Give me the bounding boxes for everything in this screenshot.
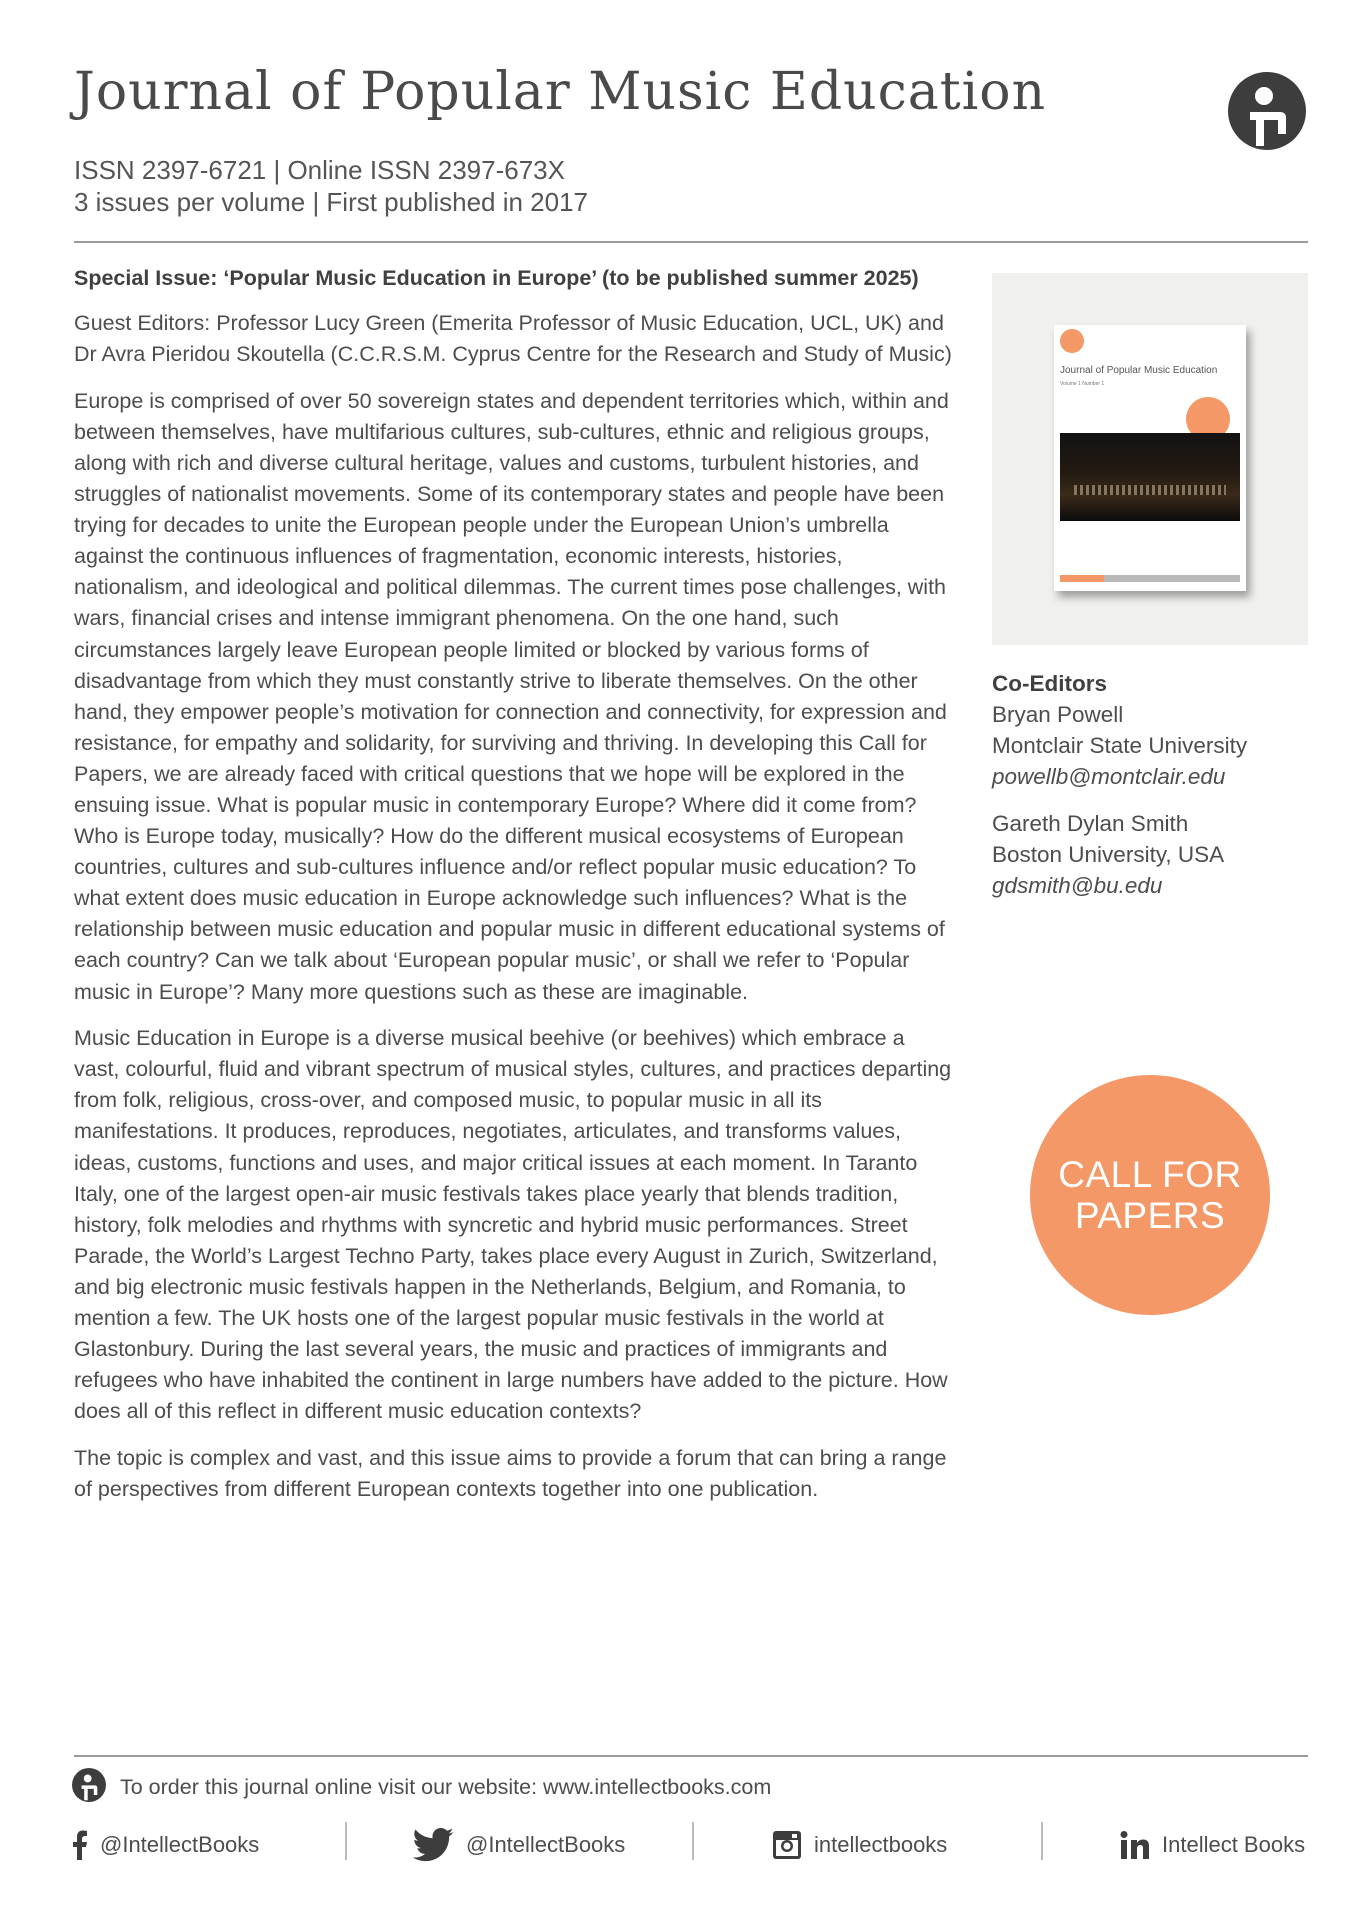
issn-line: ISSN 2397-6721 | Online ISSN 2397-673X (74, 155, 565, 185)
journal-cover-image (1054, 325, 1246, 591)
linkedin-link[interactable] (1120, 1824, 1305, 1866)
footer-divider (74, 1755, 1308, 1757)
cfp-line-1: CALL FOR (1058, 1154, 1242, 1195)
footer-separator (1041, 1822, 1043, 1860)
order-text[interactable]: To order this journal online visit our website: www.intellectbooks.com (120, 1775, 772, 1799)
editor-1-email[interactable]: powellb@montclair.edu (992, 764, 1226, 789)
footer-separator (692, 1822, 694, 1860)
cfp-line-2: PAPERS (1074, 1195, 1226, 1236)
twitter-link[interactable] (412, 1824, 625, 1866)
co-editors (992, 668, 1312, 901)
body-paragraph-1: Europe is comprised of over 50 sovereign states and dependent territories which, within and between themselves, have multifarious cultures, sub-cultures, ethnic and religious groups, along with rich and diverse cultural heritage, values and customs, turbulent histories, and struggles of nationalist movements. Some of its contemporary states and people have been trying for decades to unite the European people under the European Union’s umbrella against the continuous influences of fragmentation, economic interests, histories, nationalism, and ideological and political dilemmas. The current times pose challenges, with wars, financial crises and intense immigrant phenomena. On the one hand, such circumstances largely leave European people limited or blocked by various forms of disadvantage from which they must constantly strive to liberate themselves. On the other hand, they empower people’s motivation for connection and connectivity, for expression and resistance, for empathy and solidarity, for surviving and thriving. In developing this Call for Papers, we are already faced with critical questions that we hope will be explored in the ensuing issue. What is popular music in contemporary Europe? Where did it come from? Who is Europe today, musically? How do the different musical ecosystems of European countries, cultures and sub-cultures influence and/or reflect popular music education? To what extent does music education in Europe acknowledge such influences? What is the relationship between music education and popular music in different educational systems of each country? Can we talk about ‘European popular music’, or shall we refer to ‘Popular music in Europe’? Many more questions such as these are imaginable. (74, 388, 949, 1004)
editor-1-name: Bryan Powell (992, 702, 1124, 727)
cover-title: Journal of Popular Music Education (1060, 365, 1218, 376)
instagram-icon (772, 1830, 802, 1860)
facebook-link[interactable] (72, 1824, 259, 1866)
twitter-handle: @IntellectBooks (466, 1832, 626, 1857)
linkedin-icon (1120, 1831, 1150, 1859)
editor-1-affiliation: Montclair State University (992, 733, 1248, 758)
instagram-handle: intellectbooks (814, 1832, 948, 1857)
journal-title: Journal of Popular Music Education (74, 62, 1047, 122)
body-paragraph-2: Music Education in Europe is a diverse musical beehive (or beehives) which embrace a vast, colourful, fluid and vibrant spectrum of musical styles, cultures, and practices departing from folk, religious, cross-over, and composed music, to popular music in all its manifestations. It produces, reproduces, negotiates, articulates, and transforms values, ideas, customs, functions and uses, and major critical issues at each moment. In Taranto Italy, one of the largest open-air music festivals takes place yearly that blends tradition, history, folk melodies and rhythms with syncretic and hybrid music performances. Street Parade, the World’s Largest Techno Party, takes place every August in Zurich, Switzerland, and big electronic music festivals happen in the Netherlands, Belgium, and Romania, to mention a few. The UK hosts one of the largest popular music festivals in the world at Glastonbury. During the last several years, the music and practices of immigrants and refugees who have inhabited the continent in large numbers have added to the picture. How does all of this reflect in different music education contexts? (74, 1026, 952, 1424)
main-text (74, 263, 954, 1521)
cover-volume: Volume 1 Number 1 (1060, 381, 1105, 387)
frequency-line: 3 issues per volume | First published in 2017 (74, 187, 589, 217)
editor-2-email[interactable]: gdsmith@bu.edu (992, 873, 1163, 898)
special-issue-heading: Special Issue: ‘Popular Music Education in Europe’ (to be published summer 2025) (74, 266, 919, 290)
header-divider (74, 241, 1308, 243)
editor-2-name: Gareth Dylan Smith (992, 811, 1189, 836)
intellect-logo-icon (1228, 72, 1306, 150)
co-editors-label: Co-Editors (992, 671, 1107, 696)
instagram-link[interactable] (772, 1824, 947, 1866)
editor-2-affiliation: Boston University, USA (992, 842, 1225, 867)
footer-separator (345, 1822, 347, 1860)
twitter-icon (412, 1828, 454, 1862)
call-for-papers-badge (1030, 1075, 1270, 1315)
intellect-logo-icon (72, 1768, 106, 1802)
linkedin-handle: Intellect Books (1162, 1832, 1306, 1857)
body-paragraph-3: The topic is complex and vast, and this issue aims to provide a forum that can bring a range of perspectives from different European contexts together into one publication. (74, 1445, 947, 1501)
facebook-icon (72, 1830, 88, 1860)
facebook-handle: @IntellectBooks (100, 1832, 260, 1857)
guest-editors-text: Guest Editors: Professor Lucy Green (Emerita Professor of Music Education, UCL, UK) and Dr Avra Pieridou Skoutella (C.C.R.S.M. Cyprus Centre for the Research and Study of Music) (74, 311, 952, 367)
